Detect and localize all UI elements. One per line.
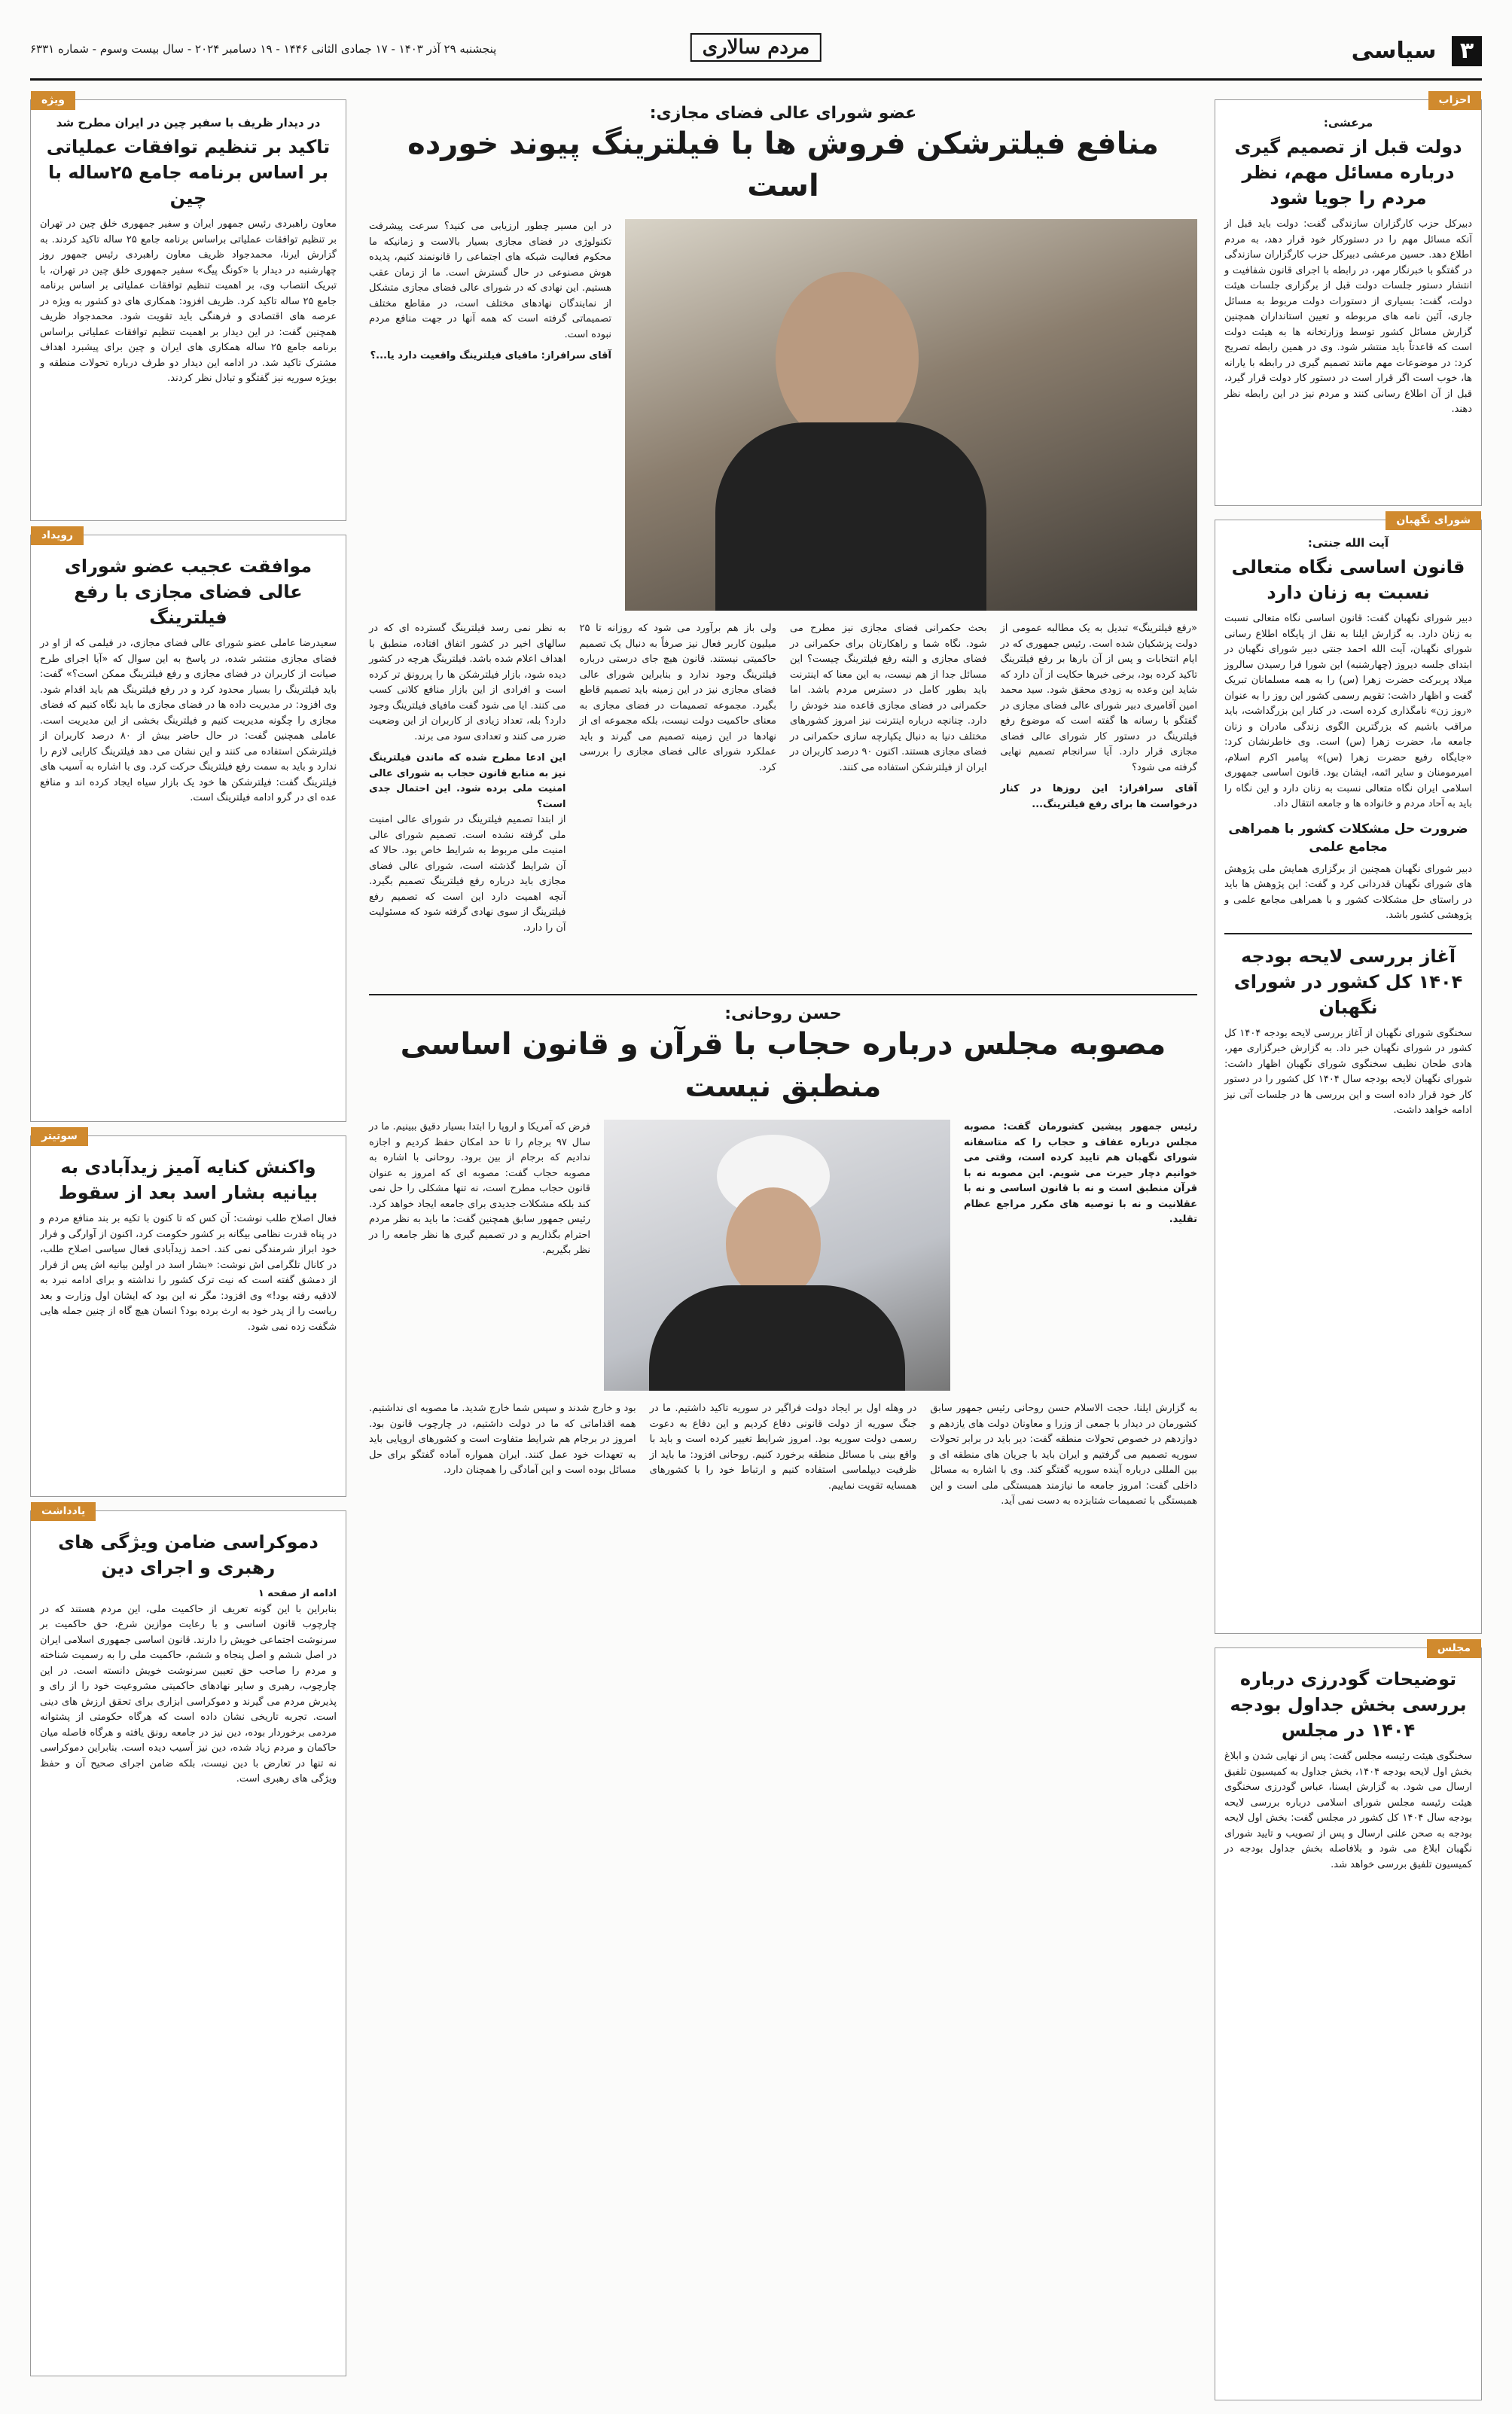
article1-quote: آقای سرافراز: این روزها در کنار درخواست ها برای رفع فیلترینگ... <box>1000 783 1197 810</box>
yaddasht-title: دموکراسی ضامن ویژگی های رهبری و اجرای دین <box>58 1532 319 1578</box>
ahzab-box <box>1215 94 1482 506</box>
left-column <box>30 94 346 2390</box>
article-filtering <box>369 104 1197 985</box>
article-hijab <box>369 1004 1197 1510</box>
article2-columns <box>369 1401 1197 1510</box>
ruydad-box <box>30 529 346 1122</box>
article2-lead-text: رئیس جمهور پیشین کشورمان گفت: مصوبه مجلس درباره عفاف و حجاب را که متاسفانه شورای نگهبان هم تایید کرده است، وقتی می خوانیم دچار حیرت می شویم. این مصوبه نه با قرآن منطبق است و نه با قانون اساسی و نه با عقلانیت و نه با توصیه های مکرر مراجع عظام تقلید. <box>964 1121 1197 1225</box>
article1-photo <box>625 219 1197 611</box>
divider <box>1224 933 1472 934</box>
yaddasht-tag: یادداشت <box>31 1502 96 1521</box>
article2-col-a: به گزارش ایلنا، حجت الاسلام حسن روحانی رئیس جمهور سابق کشورمان در دیدار با جمعی از وزرا و معاونان دولت های یازدهم و دوازدهم در خصوص تحولات منطقه گفت: دیر باید در برابر تحولات سوریه تصمیم می گرفتیم و ایران باید با جریان های منطقه ای و بین المللی درباره آینده سوریه گفتگو کند. وی با اشاره به مسائل داخلی گفت: امروز جامعه ما نیازمند همبستگی ملی است و این همبستگی با تصمیمات شتابزده به دست نمی آید. <box>930 1403 1197 1507</box>
sootitr-title: واکنش کنایه آمیز زیدآبادی به بیانیه بشار اسد بعد از سقوط <box>58 1157 319 1203</box>
article1-col-a-text: «رفع فیلترینگ» تبدیل به یک مطالبه عمومی از دولت پزشکیان شده است. رئیس جمهوری که در ایام انتخابات و پس از آن بارها بر رفع فیلترینگ تاکید کرده بود، برخی خبرها حکایت از آن دارد که شاید این وعده به زودی محقق شود. سید محمد امین آقامیری دبیر شورای عالی فضای مجازی در گفتگو با رسانه ها گفته است که موضوع رفع فیلترینگ در دستور کار شورای عالی فضای مجازی قرار دارد. آیا سرانجام تصمیم نهایی گرفته می شود؟ <box>1000 623 1197 773</box>
issue-date: پنجشنبه ۲۹ آذر ۱۴۰۳ - ۱۷ جمادی الثانی ۱۴۴۶ - ۱۹ دسامبر ۲۰۲۴ - سال بیست وسوم - شماره ۶۳۳۱ <box>30 42 497 56</box>
main-stories <box>369 99 1197 1510</box>
sootitr-tag: سوتیتر <box>31 1127 88 1146</box>
vijeh-box <box>30 94 346 521</box>
masthead <box>30 30 1482 81</box>
shora-body-1: دبیر شورای نگهبان گفت: قانون اساسی نگاه متعالی نسبت به زنان دارد. به گزارش ایلنا به نقل از پایگاه اطلاع رسانی شورای نگهبان، آیت الله احمد جنتی دبیر شورای نگهبان در ابتدای جلسه دیروز (چهارشنبه) این شورا فرا رسیدن سالروز میلاد پربرکت حضرت زهرا (س) را به همه مسلمانان تبریک گفت و اظهار داشت: تقویم رسمی کشور این روز را به عنوان «روز زن» نامگذاری کرده است. در کنار این بزرگداشت، باید مراقب باشیم که بزرگترین الگوی زندگی مادران و زنان جامعه ما، حضرت زهرا (س) است. وی خاطرنشان کرد: «جایگاه رفیع حضرت زهرا (س)» پیامبر اکرم اسلام، امیرمومنان و سایر ائمه، ایشان بود. قانون اساسی جمهوری اسلامی ایران نگاه متعالی نسبت به زنان دارد و این نگاه را باید به آحاد مردم و خانواده ها و جامعه انتقال داد. <box>1224 613 1472 809</box>
portrait-face <box>726 1187 821 1300</box>
ahzab-kicker: مرعشی: <box>1323 116 1373 130</box>
portrait-head <box>776 272 919 445</box>
shora-subtitle-2: آغاز بررسی لایحه بودجه ۱۴۰۴ کل کشور در شورای نگهبان <box>1233 945 1463 1018</box>
sootitr-box <box>30 1130 346 1497</box>
portrait-robe <box>649 1285 905 1391</box>
vijeh-tag: ویژه <box>31 91 75 110</box>
article2-col-b: در وهله اول بر ایجاد دولت فراگیر در سوریه تاکید داشتیم. ما در جنگ سوریه از دولت قانونی دفاع کردیم و این دفاع به دعوت رسمی دولت سوریه بود. امروز شرایط تغییر کرده است و باید با واقع بینی با مسائل منطقه برخورد کنیم. روحانی افزود: ما باید از ظرفیت دیپلماسی استفاده کنیم و ارتباط خود را با کشورهای همسایه تقویت نماییم. <box>649 1403 917 1492</box>
section-label: سیاسی <box>1351 38 1437 64</box>
ruydad-title: موافقت عجیب عضو شورای عالی فضای مجازی با رفع فیلترینگ <box>64 556 312 628</box>
shora-body-2: دبیر شورای نگهبان همچنین از برگزاری همایش ملی پژوهش های شورای نگهبان قدردانی کرد و گفت: این پژوهش ها باید در راستای حل مشکلات کشور و با همراهی مجامع علمی و پژوهشی کشور باشد. <box>1224 863 1472 921</box>
majles-body: سخنگوی هیئت رئیسه مجلس گفت: پس از نهایی شدن و ابلاغ بخش اول لایحه بودجه ۱۴۰۴، بخش جداول به کمیسیون تلفیق ارسال می شود. به گزارش ایسنا، عباس گودرزی سخنگوی هیئت رئیسه مجلس شورای اسلامی درباره بررسی لایحه بودجه سال ۱۴۰۴ کل کشور در مجلس گفت: بخش اول لایحه بودجه به صحن علنی ارسال و پس از تصویب و تایید شورای نگهبان ابلاغ می شود و بلافاصله بخش جداول بودجه در کمیسیون تلفیق بررسی خواهد شد. <box>1224 1751 1472 1870</box>
ahzab-title: دولت قبل از تصمیم گیری درباره مسائل مهم، نظر مردم را جویا شود <box>1234 136 1462 209</box>
article1-col-b: بحث حکمرانی فضای مجازی نیز مطرح می شود. نگاه شما و راهکارتان برای حکمرانی در فضای مجازی و البته رفع فیلترینگ چیست؟ این مسائل جدا از هم نیست، به این معنا که اینترنت باید بطور کامل در دسترس مردم باشد. اما حکمرانی در فضای مجازی قاعده مند خودش را دارد. چنانچه درباره اینترنت نیز امروز کشورهای مختلف دنیا به دنبال یکپارچه سازی حکمرانی در فضای مجازی هستند. اکنون ۹۰ درصد کاربران در ایران از فیلترشکن استفاده می کنند. <box>790 623 987 773</box>
shora-body-3: سخنگوی شورای نگهبان از آغاز بررسی لایحه بودجه ۱۴۰۴ کل کشور در شورای نگهبان خبر داد. به گزارش خبرگزاری مهر، هادی طحان نظیف سخنگوی شورای نگهبان اظهار داشت: شورای نگهبان لایحه بودجه سال ۱۴۰۴ کل کشور را در دستور کار خود قرار داده است و این بررسی ها در جلسات آتی نیز ادامه خواهد داشت. <box>1224 1027 1472 1116</box>
shora-title: قانون اساسی نگاه متعالی نسبت به زنان دارد <box>1231 556 1465 603</box>
vijeh-kicker: در دیدار ظریف با سفیر چین در ایران مطرح شد <box>56 116 321 130</box>
article2-col-c: بود و خارج شدند و سپس شما خارج شدید. ما مصوبه ای نداشتیم. همه اقداماتی که ما در دولت داشتیم، در چارچوب قانون بود. امروز در برجام هم شرایط متفاوت است و کشورهای اروپایی باید به تعهدات خود عمل کنند. ایران همواره آماده گفتگو برای حل مسائل بوده است و این آمادگی را همچنان دارد. <box>368 1403 636 1476</box>
article1-col-f: از ابتدا تصمیم فیلترینگ در شورای عالی امنیت ملی گرفته نشده است. تصمیم شورای عالی امنیت ملی مربوط به شرایط خاص بود. حالا که آن شرایط گذشته است، شورای عالی فضای مجازی باید درباره رفع فیلترینگ تصمیم بگیرد. آنچه اهمیت دارد این است که تصمیم رفع فیلترینگ از سوی نهادی گرفته شود که مسئولیت آن را دارد. <box>369 814 566 934</box>
article1-columns <box>369 621 1197 936</box>
section-title <box>1352 36 1482 66</box>
newspaper-logo: مردم سالاری <box>690 33 822 62</box>
article1-subtitle-2: این ادعا مطرح شده که ماندن فیلترینگ نیز به منابع قانون حجاب به شورای عالی امنیت ملی برده شود. این احتمال جدی است؟ <box>369 752 566 810</box>
article1-col-a <box>1001 621 1198 936</box>
page-number: ۳ <box>1452 36 1482 66</box>
right-column <box>1215 94 1482 2414</box>
shora-box <box>1215 514 1482 1634</box>
ruydad-tag: رویداد <box>31 526 84 545</box>
majles-box <box>1215 1642 1482 2400</box>
article2-col-d: فرض که آمریکا و اروپا را ابتدا بسیار دقیق ببینیم. ما در سال ۹۷ برجام را تا حد امکان حفظ کردیم و اجازه ندادیم که برجام از بین برود. روحانی با اشاره به مصوبه حجاب گفت: مصوبه ای که امروز به عنوان قانون حجاب مطرح است، نه تنها مشکلی را حل نمی کند بلکه مشکلات جدیدی برای جامعه ایجاد خواهد کرد. رئیس جمهور سابق همچنین گفت: ما باید به نظر مردم احترام بگذاریم و در تصمیم گیری ها نظر جامعه را در نظر بگیریم. <box>369 1121 590 1256</box>
ruydad-body: سعیدرضا عاملی عضو شورای عالی فضای مجازی، در فیلمی که از او در فضای مجازی منتشر شده، در پاسخ به این سوال که «آیا اجرای طرح صیانت از کاربران در فضای مجازی و رفع فیلترینگ ممکن است؟» گفت: باید فیلترینگ را بسیار محدود کرد و در رفع فیلترینگ هم باید اقدام شود. وی افزود: در مدیریت داده ها در فضای مجازی ما باید نگاه کنیم که فضای مجازی را چگونه مدیریت کنیم و فیلترینگ بخشی از این مدیریت است. عاملی همچنین گفت: در حال حاضر بیش از ۸۰ درصد کاربران از فیلترشکن استفاده می کنند و این نشان می دهد فیلترینگ کارایی لازم را ندارد و باید به سمت رفع فیلترینگ حرکت کرد. وی با اشاره به آسیب های فیلترینگ گفت: فیلترشکن ها خود یک بازار سیاه ایجاد کرده اند و منافع عده ای در گرو ادامه فیلترینگ است. <box>40 638 337 803</box>
article2-photo <box>604 1120 950 1391</box>
article1-subtitle: آقای سرافراز: مافیای فیلترینگ واقعیت دارد یا...؟ <box>370 350 611 361</box>
article2-kicker: حسن روحانی: <box>724 1004 842 1023</box>
shora-subtitle: ضرورت حل مشکلات کشور با همراهی مجامع علمی <box>1228 821 1468 855</box>
yaddasht-body: بنابراین با این گونه تعریف از حاکمیت ملی، این مردم هستند که در چارچوب قانون اساسی و با رعایت موازین شرع، حق حاکمیت بر سرنوشت اجتماعی خویش را دارند. قانون اساسی جمهوری اسلامی ایران در اصل ششم و اصل پنجاه و ششم، حاکمیت ملی را به رسمیت شناخته و مردم را صاحب حق تعیین سرنوشت خویش دانسته است. در این چارچوب، رهبری و سایر نهادهای حاکمیتی مشروعیت خود را از رای و پذیرش مردم می گیرند و دموکراسی ابزاری برای تحقق ارزش های دینی است. تجربه تاریخی نشان داده است که هرگاه حکومتی از پشتوانه مردمی برخوردار بوده، دین نیز در جامعه رونق یافته و هرگاه فاصله میان حاکمان و مردم زیاد شده، دین نیز آسیب دیده است. بنابراین دموکراسی نه تنها در تعارض با دین نیست، بلکه ضامن اجرای صحیح آن و حفظ ویژگی های رهبری است. <box>40 1603 337 1785</box>
article-divider <box>369 994 1197 995</box>
sootitr-body: فعال اصلاح طلب نوشت: آن کس که تا کنون با تکیه بر بند منافع مردم و در پناه قدرت نظامی بیگانه بر کشور حکومت کرد، اکنون از آوارگی و فرار خود ابراز شرمندگی نمی کند. احمد زیدآبادی فعال سیاسی اصلاح طلب، در کانال تلگرامی اش نوشت: «بشار اسد در اولین بیانیه اش پس از فرار از دمشق گفته است که نیت ترک کشور را نداشته و برای ادامه نبرد به لاذقیه رفته بود!» وی افزود: مگر نه این بود که ایشان اول وزارت و بعد ریاست را از پدر خود به ارث برده بود؟ انسان هیچ گاه از چنین جمله هایی شگفت زده نمی شود. <box>40 1213 337 1333</box>
ahzab-tag: احزاب <box>1428 91 1481 110</box>
article1-col-d-wrap <box>369 219 611 611</box>
article1-col-e-wrap <box>369 621 566 936</box>
article1-col-e: به نظر نمی رسد فیلترینگ گسترده ای که در سالهای اخیر در کشور اتفاق افتاده، منطبق با اهداف اعلام شده باشد. فیلترینگ هرچه در کشور دیده شود، بازار فیلترشکن ها را پررونق تر کرده است و افرادی از این بازار منافع کلانی کسب می کنند. ایا می شود گفت مافیای فیلترینگ وجود دارد؟ بله، تعداد زیادی از کاربران از این وضعیت ضرر می کنند و تعدادی سود می برند. <box>369 623 566 742</box>
yaddasht-box <box>30 1505 346 2376</box>
article1-col-d: در این مسیر چطور ارزیابی می کنید؟ سرعت پیشرفت تکنولوژی در فضای مجازی بسیار بالاست و زمانیکه ما محکوم فعالیت شبکه های اجتماعی را قانونمند کنیم، پدیده هوش مصنوعی در حال گسترش است. ما از زمان عقب هستیم. این نهادی که در شورای عالی فضای مجازی متشکل از نمایندگان نهادهای مختلف است، در مقاطع مختلف تصمیماتی گرفته است که همه آنها در جهت منافع مردم نبوده است. <box>369 221 611 340</box>
shora-kicker: آیت الله جنتی: <box>1307 536 1389 550</box>
article2-lead <box>964 1120 1197 1391</box>
majles-title: توضیحات گودرزی درباره بررسی بخش جداول بودجه ۱۴۰۴ در مجلس <box>1230 1669 1467 1741</box>
majles-tag: مجلس <box>1427 1639 1481 1658</box>
shora-tag: شورای نگهبان <box>1385 511 1481 530</box>
article1-title: منافع فیلترشکن فروش ها با فیلترینگ پیوند خورده است <box>407 126 1159 203</box>
vijeh-body: معاون راهبردی رئیس جمهور ایران و سفیر جمهوری خلق چین در تهران بر تنظیم توافقات عملیاتی براساس برنامه جامع ۲۵ ساله تاکید کردند. به گزارش ایرنا، محمدجواد ظریف معاون راهبردی رئیس جمهور روز چهارشنبه در دیدار با «کونگ پیگ» سفیر جمهوری خلق چین در تهران، با تبریک انتصاب وی، بر اهمیت تنظیم توافقات عملیاتی بر اساس برنامه جامع ۲۵ ساله تاکید کرد. ظریف افزود: همکاری های دو کشور به ویژه در عرصه های اقتصادی و فرهنگی باید تقویت شود. محمدجواد ظریف همچنین گفت: در این دیدار بر اهمیت تنظیم توافقات عملیاتی براساس برنامه جامع ۲۵ ساله همکاری های ایران و چین برای پیشبرد اهداف مشترک تاکید شد. در ادامه این دیدار دو طرف درباره تحولات منطقه و بویژه سوریه نیز گفتگو و تبادل نظر کردند. <box>40 218 337 384</box>
article1-col-c: ولی باز هم برآورد می شود که روزانه تا ۲۵ میلیون کاربر فعال نیز صرفاً به دنبال یک تصمیم حاکمیتی نیستند. قانون هیچ جای درستی درباره فیلترینگ وجود ندارد و بنابراین شورای عالی فضای مجازی نیز در این زمینه باید تصمیم قاطع بگیرد. مجموعه تصمیمات در فضای مجازی به معنای حاکمیت دولت نیست، بلکه مجموعه ای از نهادها در این زمینه تصمیم می گیرند و باید عملکرد شورای عالی فضای مجازی را بررسی کرد. <box>579 623 776 773</box>
vijeh-title: تاکید بر تنظیم توافقات عملیاتی بر اساس برنامه جامع ۲۵ساله با چین <box>46 136 331 209</box>
article1-kicker: عضو شورای عالی فضای مجازی: <box>649 104 917 123</box>
portrait-body <box>715 422 986 611</box>
ahzab-body: دبیرکل حزب کارگزاران سازندگی گفت: دولت باید قبل از آنکه مسائل مهم را در دستورکار خود قرار دهد، به مردم اطلاع دهد. حسین مرعشی دبیرکل حزب کارگزاران سازندگی در گفتگو با خبرنگار مهر، در رابطه با اجرای قانون شفافیت و انتشار دستور جلسات دولت قبل از برگزاری جلسات هیئت دولت، گفت: بسیاری از دستورات دولت مربوط به مسائل جاری، آئین نامه های مربوطه و تعیین استانداران همچنین گزارش مسائل کشور توسط وزارتخانه ها به هیئت دولت است که قاعدتاً باید منتشر شود. وی در همین رابطه تصریح کرد: در موضوعات مهم مانند تصمیم گیری در رابطه با یارانه ها، خوب است اگر قرار است در دستور کار دولت قرار گیرد، قبل از آن اطلاع رسانی کنند و مردم نیز در این رابطه نظر دهند. <box>1224 218 1472 415</box>
article2-title: مصوبه مجلس درباره حجاب با قرآن و قانون اساسی منطبق نیست <box>400 1027 1166 1104</box>
yaddasht-continued: ادامه از صفحه ۱ <box>258 1588 337 1599</box>
